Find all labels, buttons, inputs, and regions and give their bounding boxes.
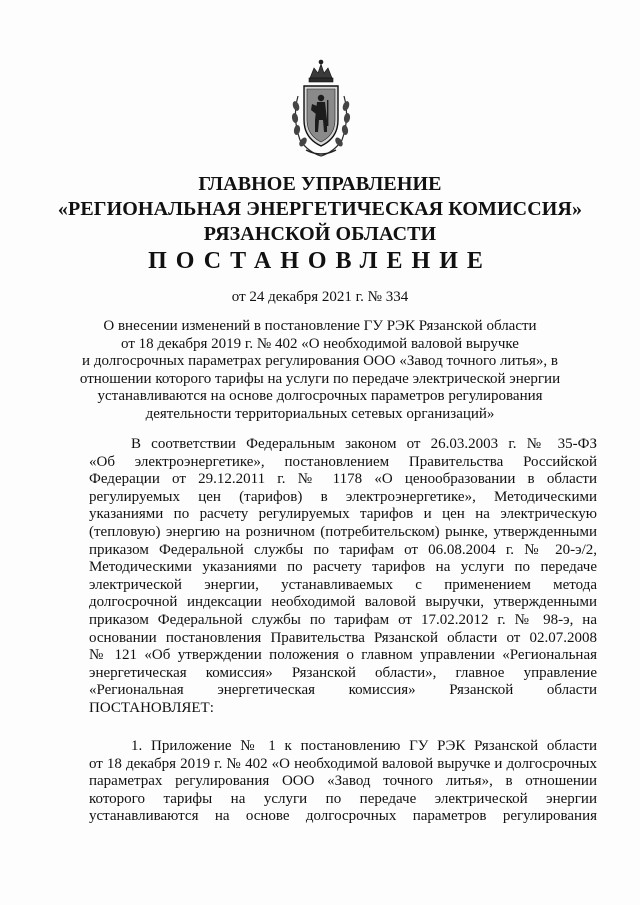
preamble-line: основании постановления Правительства Рязанской области от 02.07.2008 xyxy=(89,629,597,646)
item-1-line: от 18 декабря 2019 г. № 402 «О необходимой валовой выручке и долгосрочных xyxy=(89,755,597,772)
document-subject xyxy=(40,318,600,424)
preamble-line: № 121 «Об утверждении положения о главном управлении «Региональная xyxy=(89,647,597,664)
item-1-paragraph xyxy=(89,738,597,826)
preamble-line: энергетическая комиссия» Рязанской области», главное управление xyxy=(89,664,597,681)
preamble-line: «Региональная энергетическая комиссия» Рязанской области xyxy=(89,682,597,699)
subject-line: и долгосрочных параметрах регулирования ООО «Завод точного литья», в xyxy=(82,353,558,370)
document-type: ПОСТАНОВЛЕНИЕ xyxy=(148,248,492,274)
preamble-line: приказом Федеральной службы по тарифам от 06.08.2004 г. № 20-э/2, xyxy=(89,541,597,558)
document-date-number: от 24 декабря 2021 г. № 334 xyxy=(231,289,409,305)
subject-line: устанавливаются на основе долгосрочных параметров регулирования xyxy=(97,388,543,405)
agency-line-2: «РЕГИОНАЛЬНАЯ ЭНЕРГЕТИЧЕСКАЯ КОМИССИЯ» xyxy=(57,198,583,220)
coat-of-arms-icon xyxy=(288,58,354,162)
preamble-line: Методическими указаниями по расчету тарифов на услуги по передаче xyxy=(89,559,597,576)
subject-line: от 18 декабря 2019 г. № 402 «О необходимой валовой выручке xyxy=(121,335,519,352)
preamble-paragraph xyxy=(89,436,597,718)
preamble-line: «Об электроэнергетике», постановлением Правительства Российской xyxy=(89,453,597,470)
preamble-line: (тепловую) энергию на розничном (потребительском) рынке, утвержденными xyxy=(89,523,597,540)
subject-line: деятельности территориальных сетевых организаций» xyxy=(145,405,495,422)
subject-line: отношении которого тарифы на услуги по передаче электрической энергии xyxy=(79,370,561,387)
resolves-word: ПОСТАНОВЛЯЕТ: xyxy=(89,699,214,716)
item-1-line: параметрах регулирования ООО «Завод точного литья», в отношении xyxy=(89,773,597,790)
agency-name xyxy=(40,172,600,247)
item-1-line: 1. Приложение № 1 к постановлению ГУ РЭК Рязанской области xyxy=(131,738,597,754)
subject-line: О внесении изменений в постановление ГУ РЭК Рязанской области xyxy=(103,318,537,334)
preamble-line: приказом Федеральной службы по тарифам от 17.02.2012 г. № 98-э, на xyxy=(89,611,597,628)
item-1-line: устанавливаются на основе долгосрочных параметров регулирования xyxy=(89,808,597,825)
preamble-line: Федерации от 29.12.2011 г. № 1178 «О ценообразовании в области xyxy=(89,471,597,488)
preamble-line: регулируемых цен (тарифов) в электроэнергетике», Методическими xyxy=(89,488,597,505)
item-1-line: которого тарифы на услуги по передаче электрической энергии xyxy=(89,790,597,807)
preamble-line: электрической энергии, устанавливаемых с применением метода xyxy=(89,576,597,593)
preamble-line: В соответствии Федеральным законом от 26.03.2003 г. № 35-ФЗ xyxy=(131,436,597,452)
agency-line-1: ГЛАВНОЕ УПРАВЛЕНИЕ xyxy=(198,173,442,195)
preamble-line: долгосрочной индексации необходимой валовой выручки, утвержденными xyxy=(89,594,597,611)
agency-line-3: РЯЗАНСКОЙ ОБЛАСТИ xyxy=(203,223,437,245)
preamble-line: указаниями по расчету регулируемых тарифов и цен на электрическую xyxy=(89,506,597,523)
